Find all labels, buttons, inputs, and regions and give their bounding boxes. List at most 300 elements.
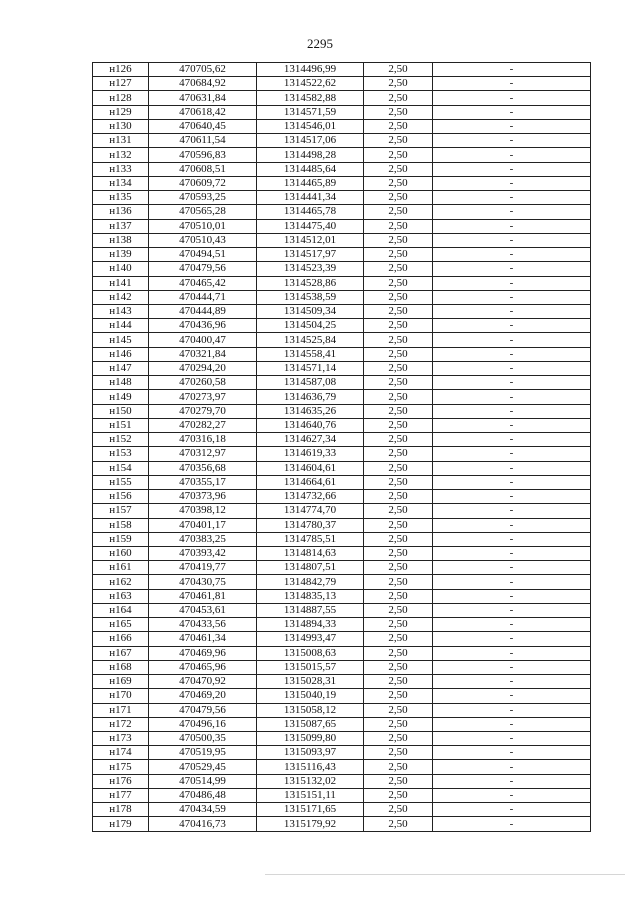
point-id-cell: н173: [93, 732, 149, 746]
description-cell: -: [433, 475, 591, 489]
x-coordinate-cell: 470273,97: [149, 390, 257, 404]
x-coordinate-cell: 470416,73: [149, 817, 257, 831]
x-coordinate-cell: 470461,34: [149, 632, 257, 646]
description-cell: -: [433, 760, 591, 774]
x-coordinate-cell: 470529,45: [149, 760, 257, 774]
table-row: [93, 162, 591, 176]
table-row: [93, 546, 591, 560]
description-cell: -: [433, 119, 591, 133]
x-coordinate-cell: 470383,25: [149, 532, 257, 546]
description-cell: -: [433, 77, 591, 91]
x-coordinate-cell: 470312,97: [149, 447, 257, 461]
point-id-cell: н133: [93, 162, 149, 176]
point-id-cell: н169: [93, 675, 149, 689]
description-cell: -: [433, 191, 591, 205]
x-coordinate-cell: 470398,12: [149, 504, 257, 518]
x-coordinate-cell: 470486,48: [149, 788, 257, 802]
y-coordinate-cell: 1314538,59: [257, 290, 364, 304]
accuracy-cell: 2,50: [364, 774, 433, 788]
description-cell: -: [433, 603, 591, 617]
accuracy-cell: 2,50: [364, 561, 433, 575]
table-row: [93, 675, 591, 689]
x-coordinate-cell: 470519,95: [149, 746, 257, 760]
x-coordinate-cell: 470593,25: [149, 191, 257, 205]
table-row: [93, 717, 591, 731]
table-row: [93, 191, 591, 205]
point-id-cell: н127: [93, 77, 149, 91]
accuracy-cell: 2,50: [364, 433, 433, 447]
table-row: [93, 119, 591, 133]
y-coordinate-cell: 1314517,97: [257, 248, 364, 262]
table-row: [93, 575, 591, 589]
point-id-cell: н172: [93, 717, 149, 731]
point-id-cell: н171: [93, 703, 149, 717]
point-id-cell: н177: [93, 788, 149, 802]
accuracy-cell: 2,50: [364, 703, 433, 717]
accuracy-cell: 2,50: [364, 518, 433, 532]
table-row: [93, 561, 591, 575]
coordinates-table: [92, 62, 591, 832]
y-coordinate-cell: 1314582,88: [257, 91, 364, 105]
x-coordinate-cell: 470444,89: [149, 304, 257, 318]
y-coordinate-cell: 1314640,76: [257, 418, 364, 432]
accuracy-cell: 2,50: [364, 376, 433, 390]
table-row: [93, 376, 591, 390]
x-coordinate-cell: 470608,51: [149, 162, 257, 176]
description-cell: -: [433, 205, 591, 219]
x-coordinate-cell: 470510,43: [149, 233, 257, 247]
accuracy-cell: 2,50: [364, 276, 433, 290]
description-cell: -: [433, 418, 591, 432]
y-coordinate-cell: 1314571,14: [257, 361, 364, 375]
y-coordinate-cell: 1314571,59: [257, 105, 364, 119]
y-coordinate-cell: 1314517,06: [257, 134, 364, 148]
y-coordinate-cell: 1314814,63: [257, 546, 364, 560]
point-id-cell: н170: [93, 689, 149, 703]
x-coordinate-cell: 470618,42: [149, 105, 257, 119]
y-coordinate-cell: 1314664,61: [257, 475, 364, 489]
table-row: [93, 319, 591, 333]
point-id-cell: н138: [93, 233, 149, 247]
x-coordinate-cell: 470356,68: [149, 461, 257, 475]
description-cell: -: [433, 347, 591, 361]
point-id-cell: н150: [93, 404, 149, 418]
table-row: [93, 632, 591, 646]
description-cell: -: [433, 504, 591, 518]
table-row: [93, 176, 591, 190]
y-coordinate-cell: 1314780,37: [257, 518, 364, 532]
accuracy-cell: 2,50: [364, 817, 433, 831]
description-cell: -: [433, 162, 591, 176]
point-id-cell: н162: [93, 575, 149, 589]
point-id-cell: н160: [93, 546, 149, 560]
y-coordinate-cell: 1314604,61: [257, 461, 364, 475]
y-coordinate-cell: 1314504,25: [257, 319, 364, 333]
description-cell: -: [433, 689, 591, 703]
description-cell: -: [433, 447, 591, 461]
point-id-cell: н137: [93, 219, 149, 233]
x-coordinate-cell: 470469,96: [149, 646, 257, 660]
x-coordinate-cell: 470494,51: [149, 248, 257, 262]
point-id-cell: н143: [93, 304, 149, 318]
accuracy-cell: 2,50: [364, 689, 433, 703]
description-cell: -: [433, 63, 591, 77]
accuracy-cell: 2,50: [364, 191, 433, 205]
y-coordinate-cell: 1314523,39: [257, 262, 364, 276]
accuracy-cell: 2,50: [364, 675, 433, 689]
table-row: [93, 788, 591, 802]
y-coordinate-cell: 1315132,02: [257, 774, 364, 788]
accuracy-cell: 2,50: [364, 347, 433, 361]
point-id-cell: н151: [93, 418, 149, 432]
accuracy-cell: 2,50: [364, 803, 433, 817]
y-coordinate-cell: 1314807,51: [257, 561, 364, 575]
point-id-cell: н163: [93, 589, 149, 603]
description-cell: -: [433, 304, 591, 318]
y-coordinate-cell: 1314512,01: [257, 233, 364, 247]
point-id-cell: н129: [93, 105, 149, 119]
point-id-cell: н154: [93, 461, 149, 475]
point-id-cell: н126: [93, 63, 149, 77]
x-coordinate-cell: 470565,28: [149, 205, 257, 219]
x-coordinate-cell: 470393,42: [149, 546, 257, 560]
y-coordinate-cell: 1315179,92: [257, 817, 364, 831]
point-id-cell: н146: [93, 347, 149, 361]
description-cell: -: [433, 632, 591, 646]
accuracy-cell: 2,50: [364, 63, 433, 77]
y-coordinate-cell: 1314635,26: [257, 404, 364, 418]
point-id-cell: н165: [93, 618, 149, 632]
table-row: [93, 746, 591, 760]
y-coordinate-cell: 1314993,47: [257, 632, 364, 646]
table-row: [93, 433, 591, 447]
accuracy-cell: 2,50: [364, 532, 433, 546]
point-id-cell: н155: [93, 475, 149, 489]
accuracy-cell: 2,50: [364, 461, 433, 475]
description-cell: -: [433, 561, 591, 575]
table-row: [93, 134, 591, 148]
table-row: [93, 233, 591, 247]
point-id-cell: н139: [93, 248, 149, 262]
table-row: [93, 333, 591, 347]
accuracy-cell: 2,50: [364, 746, 433, 760]
y-coordinate-cell: 1314636,79: [257, 390, 364, 404]
y-coordinate-cell: 1314835,13: [257, 589, 364, 603]
x-coordinate-cell: 470631,84: [149, 91, 257, 105]
accuracy-cell: 2,50: [364, 290, 433, 304]
accuracy-cell: 2,50: [364, 618, 433, 632]
accuracy-cell: 2,50: [364, 77, 433, 91]
y-coordinate-cell: 1315028,31: [257, 675, 364, 689]
point-id-cell: н148: [93, 376, 149, 390]
y-coordinate-cell: 1314465,89: [257, 176, 364, 190]
description-cell: -: [433, 404, 591, 418]
description-cell: -: [433, 575, 591, 589]
point-id-cell: н128: [93, 91, 149, 105]
point-id-cell: н175: [93, 760, 149, 774]
table-row: [93, 532, 591, 546]
x-coordinate-cell: 470433,56: [149, 618, 257, 632]
y-coordinate-cell: 1314485,64: [257, 162, 364, 176]
x-coordinate-cell: 470496,16: [149, 717, 257, 731]
accuracy-cell: 2,50: [364, 660, 433, 674]
table-row: [93, 490, 591, 504]
table-row: [93, 77, 591, 91]
point-id-cell: н158: [93, 518, 149, 532]
accuracy-cell: 2,50: [364, 717, 433, 731]
table-row: [93, 219, 591, 233]
x-coordinate-cell: 470321,84: [149, 347, 257, 361]
point-id-cell: н156: [93, 490, 149, 504]
x-coordinate-cell: 470444,71: [149, 290, 257, 304]
x-coordinate-cell: 470401,17: [149, 518, 257, 532]
scan-artifact-line: [265, 874, 625, 875]
accuracy-cell: 2,50: [364, 333, 433, 347]
description-cell: -: [433, 105, 591, 119]
description-cell: -: [433, 803, 591, 817]
description-cell: -: [433, 361, 591, 375]
description-cell: -: [433, 518, 591, 532]
x-coordinate-cell: 470479,56: [149, 262, 257, 276]
point-id-cell: н132: [93, 148, 149, 162]
point-id-cell: н134: [93, 176, 149, 190]
accuracy-cell: 2,50: [364, 788, 433, 802]
y-coordinate-cell: 1315058,12: [257, 703, 364, 717]
accuracy-cell: 2,50: [364, 134, 433, 148]
y-coordinate-cell: 1314732,66: [257, 490, 364, 504]
table-row: [93, 803, 591, 817]
accuracy-cell: 2,50: [364, 575, 433, 589]
x-coordinate-cell: 470465,96: [149, 660, 257, 674]
accuracy-cell: 2,50: [364, 148, 433, 162]
y-coordinate-cell: 1314498,28: [257, 148, 364, 162]
point-id-cell: н136: [93, 205, 149, 219]
y-coordinate-cell: 1314465,78: [257, 205, 364, 219]
point-id-cell: н147: [93, 361, 149, 375]
description-cell: -: [433, 746, 591, 760]
x-coordinate-cell: 470430,75: [149, 575, 257, 589]
accuracy-cell: 2,50: [364, 361, 433, 375]
description-cell: -: [433, 646, 591, 660]
accuracy-cell: 2,50: [364, 760, 433, 774]
table-row: [93, 689, 591, 703]
description-cell: -: [433, 774, 591, 788]
accuracy-cell: 2,50: [364, 319, 433, 333]
accuracy-cell: 2,50: [364, 603, 433, 617]
table-row: [93, 618, 591, 632]
point-id-cell: н130: [93, 119, 149, 133]
x-coordinate-cell: 470470,92: [149, 675, 257, 689]
description-cell: -: [433, 248, 591, 262]
table-row: [93, 418, 591, 432]
description-cell: -: [433, 532, 591, 546]
y-coordinate-cell: 1314546,01: [257, 119, 364, 133]
table-row: [93, 504, 591, 518]
description-cell: -: [433, 675, 591, 689]
table-row: [93, 518, 591, 532]
accuracy-cell: 2,50: [364, 219, 433, 233]
accuracy-cell: 2,50: [364, 546, 433, 560]
table-row: [93, 817, 591, 831]
x-coordinate-cell: 470316,18: [149, 433, 257, 447]
description-cell: -: [433, 219, 591, 233]
y-coordinate-cell: 1314842,79: [257, 575, 364, 589]
y-coordinate-cell: 1315116,43: [257, 760, 364, 774]
x-coordinate-cell: 470279,70: [149, 404, 257, 418]
point-id-cell: н159: [93, 532, 149, 546]
y-coordinate-cell: 1315008,63: [257, 646, 364, 660]
table-row: [93, 603, 591, 617]
accuracy-cell: 2,50: [364, 732, 433, 746]
description-cell: -: [433, 148, 591, 162]
y-coordinate-cell: 1314894,33: [257, 618, 364, 632]
x-coordinate-cell: 470419,77: [149, 561, 257, 575]
description-cell: -: [433, 703, 591, 717]
table-row: [93, 774, 591, 788]
accuracy-cell: 2,50: [364, 233, 433, 247]
accuracy-cell: 2,50: [364, 504, 433, 518]
point-id-cell: н142: [93, 290, 149, 304]
table-row: [93, 205, 591, 219]
x-coordinate-cell: 470453,61: [149, 603, 257, 617]
description-cell: -: [433, 333, 591, 347]
accuracy-cell: 2,50: [364, 205, 433, 219]
point-id-cell: н135: [93, 191, 149, 205]
table-row: [93, 290, 591, 304]
description-cell: -: [433, 817, 591, 831]
point-id-cell: н164: [93, 603, 149, 617]
description-cell: -: [433, 618, 591, 632]
y-coordinate-cell: 1314887,55: [257, 603, 364, 617]
point-id-cell: н131: [93, 134, 149, 148]
y-coordinate-cell: 1314528,86: [257, 276, 364, 290]
table-row: [93, 390, 591, 404]
description-cell: -: [433, 732, 591, 746]
x-coordinate-cell: 470514,99: [149, 774, 257, 788]
table-row: [93, 148, 591, 162]
table-row: [93, 248, 591, 262]
accuracy-cell: 2,50: [364, 475, 433, 489]
page-number: 2295: [307, 36, 333, 51]
x-coordinate-cell: 470684,92: [149, 77, 257, 91]
accuracy-cell: 2,50: [364, 447, 433, 461]
accuracy-cell: 2,50: [364, 248, 433, 262]
point-id-cell: н161: [93, 561, 149, 575]
point-id-cell: н144: [93, 319, 149, 333]
x-coordinate-cell: 470355,17: [149, 475, 257, 489]
y-coordinate-cell: 1315099,80: [257, 732, 364, 746]
accuracy-cell: 2,50: [364, 162, 433, 176]
x-coordinate-cell: 470596,83: [149, 148, 257, 162]
point-id-cell: н157: [93, 504, 149, 518]
coordinates-table-body: [93, 63, 591, 832]
table-row: [93, 347, 591, 361]
x-coordinate-cell: 470611,54: [149, 134, 257, 148]
table-row: [93, 91, 591, 105]
point-id-cell: н141: [93, 276, 149, 290]
point-id-cell: н149: [93, 390, 149, 404]
description-cell: -: [433, 262, 591, 276]
point-id-cell: н168: [93, 660, 149, 674]
accuracy-cell: 2,50: [364, 404, 433, 418]
description-cell: -: [433, 390, 591, 404]
table-row: [93, 304, 591, 318]
table-row: [93, 760, 591, 774]
accuracy-cell: 2,50: [364, 418, 433, 432]
table-row: [93, 589, 591, 603]
x-coordinate-cell: 470436,96: [149, 319, 257, 333]
accuracy-cell: 2,50: [364, 632, 433, 646]
description-cell: -: [433, 233, 591, 247]
y-coordinate-cell: 1315087,65: [257, 717, 364, 731]
point-id-cell: н176: [93, 774, 149, 788]
accuracy-cell: 2,50: [364, 304, 433, 318]
description-cell: -: [433, 376, 591, 390]
description-cell: -: [433, 546, 591, 560]
y-coordinate-cell: 1315151,11: [257, 788, 364, 802]
x-coordinate-cell: 470469,20: [149, 689, 257, 703]
x-coordinate-cell: 470479,56: [149, 703, 257, 717]
description-cell: -: [433, 134, 591, 148]
table-row: [93, 447, 591, 461]
description-cell: -: [433, 319, 591, 333]
description-cell: -: [433, 276, 591, 290]
table-row: [93, 703, 591, 717]
point-id-cell: н152: [93, 433, 149, 447]
table-row: [93, 646, 591, 660]
description-cell: -: [433, 176, 591, 190]
x-coordinate-cell: 470400,47: [149, 333, 257, 347]
description-cell: -: [433, 589, 591, 603]
table-row: [93, 404, 591, 418]
table-row: [93, 276, 591, 290]
table-row: [93, 361, 591, 375]
table-row: [93, 732, 591, 746]
accuracy-cell: 2,50: [364, 105, 433, 119]
table-row: [93, 262, 591, 276]
y-coordinate-cell: 1315015,57: [257, 660, 364, 674]
y-coordinate-cell: 1314627,34: [257, 433, 364, 447]
accuracy-cell: 2,50: [364, 589, 433, 603]
y-coordinate-cell: 1314774,70: [257, 504, 364, 518]
accuracy-cell: 2,50: [364, 176, 433, 190]
accuracy-cell: 2,50: [364, 646, 433, 660]
y-coordinate-cell: 1314558,41: [257, 347, 364, 361]
description-cell: -: [433, 490, 591, 504]
accuracy-cell: 2,50: [364, 119, 433, 133]
x-coordinate-cell: 470640,45: [149, 119, 257, 133]
y-coordinate-cell: 1315171,65: [257, 803, 364, 817]
y-coordinate-cell: 1314525,84: [257, 333, 364, 347]
point-id-cell: н179: [93, 817, 149, 831]
point-id-cell: н167: [93, 646, 149, 660]
x-coordinate-cell: 470282,27: [149, 418, 257, 432]
description-cell: -: [433, 433, 591, 447]
point-id-cell: н140: [93, 262, 149, 276]
x-coordinate-cell: 470373,96: [149, 490, 257, 504]
accuracy-cell: 2,50: [364, 390, 433, 404]
table-row: [93, 475, 591, 489]
y-coordinate-cell: 1315093,97: [257, 746, 364, 760]
x-coordinate-cell: 470500,35: [149, 732, 257, 746]
x-coordinate-cell: 470434,59: [149, 803, 257, 817]
y-coordinate-cell: 1314522,62: [257, 77, 364, 91]
accuracy-cell: 2,50: [364, 490, 433, 504]
y-coordinate-cell: 1315040,19: [257, 689, 364, 703]
table-row: [93, 105, 591, 119]
description-cell: -: [433, 290, 591, 304]
x-coordinate-cell: 470705,62: [149, 63, 257, 77]
